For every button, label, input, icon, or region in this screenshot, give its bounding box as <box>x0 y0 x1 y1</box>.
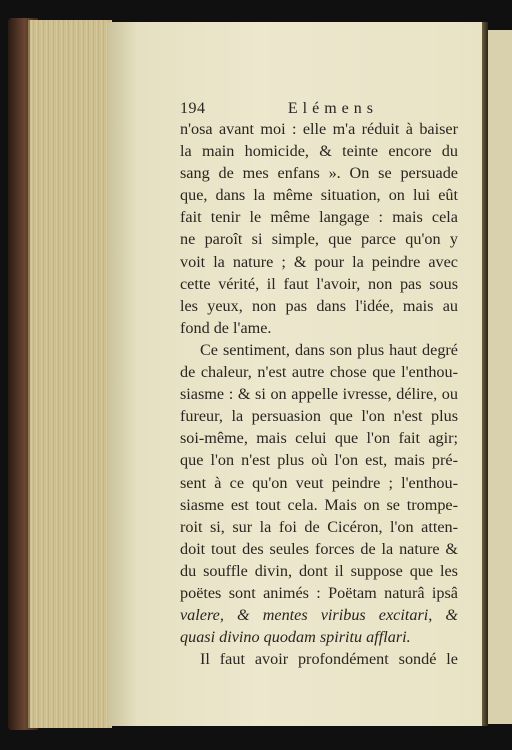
text-line: fond de l'ame. <box>180 318 272 337</box>
facing-page-edge <box>488 30 512 724</box>
text-line: fureur, la persuasion que l'on n'est plus <box>180 407 458 426</box>
text-line: valere, & mentes viribus excitari, & <box>180 606 458 625</box>
text-line: Il faut avoir profondément sondé le <box>200 650 458 669</box>
text-line: que, dans la même situation, on lui eût <box>180 186 458 205</box>
text-line: sent à ce qu'on veut peindre ; l'enthou- <box>180 473 458 492</box>
page-number: 194 <box>180 100 206 117</box>
text-line: siasme est tout cela. Mais on se trompe- <box>180 495 458 514</box>
text-line: doit tout des seules forces de la nature & <box>180 539 458 558</box>
text-line: que l'on n'est plus où l'on est, mais pré- <box>180 451 458 470</box>
running-title: Elémens <box>287 100 378 117</box>
text-line: voit la nature ; & pour la peindre avec <box>180 252 458 271</box>
page-text-block <box>180 98 458 670</box>
text-line: poëtes sont animés : Poëtam naturâ ipsâ <box>180 583 458 602</box>
text-line: ne paroît si simple, que parce qu'on y <box>180 230 458 249</box>
text-line: sang de mes enfans ». On se persuade <box>180 164 458 183</box>
text-line: de chaleur, n'est autre chose que l'enthou- <box>180 363 458 382</box>
text-line: roit si, sur la foi de Cicéron, l'on atten- <box>180 517 458 536</box>
text-line: les yeux, non pas dans l'idée, mais au <box>180 296 458 315</box>
text-line: quasi divino quodam spiritu afflari. <box>180 628 411 647</box>
text-line: du souffle divin, dont il suppose que les <box>180 561 458 580</box>
text-line: cette vérité, il faut l'avoir, non pas sous <box>180 274 458 293</box>
running-header <box>180 98 458 118</box>
page-edges <box>28 20 112 728</box>
text-line: la main homicide, & teinte encore du <box>180 142 458 161</box>
text-line: soi-même, mais celui que l'on fait agir; <box>180 429 458 448</box>
text-line: Ce sentiment, dans son plus haut degré <box>200 340 458 359</box>
text-lines <box>180 118 458 670</box>
text-line: fait tenir le même langage : mais cela <box>180 208 458 227</box>
text-line: n'osa avant moi : elle m'a réduit à baiser <box>180 120 458 138</box>
text-line: siasme : & si on appelle ivresse, délire, ou <box>180 385 458 404</box>
